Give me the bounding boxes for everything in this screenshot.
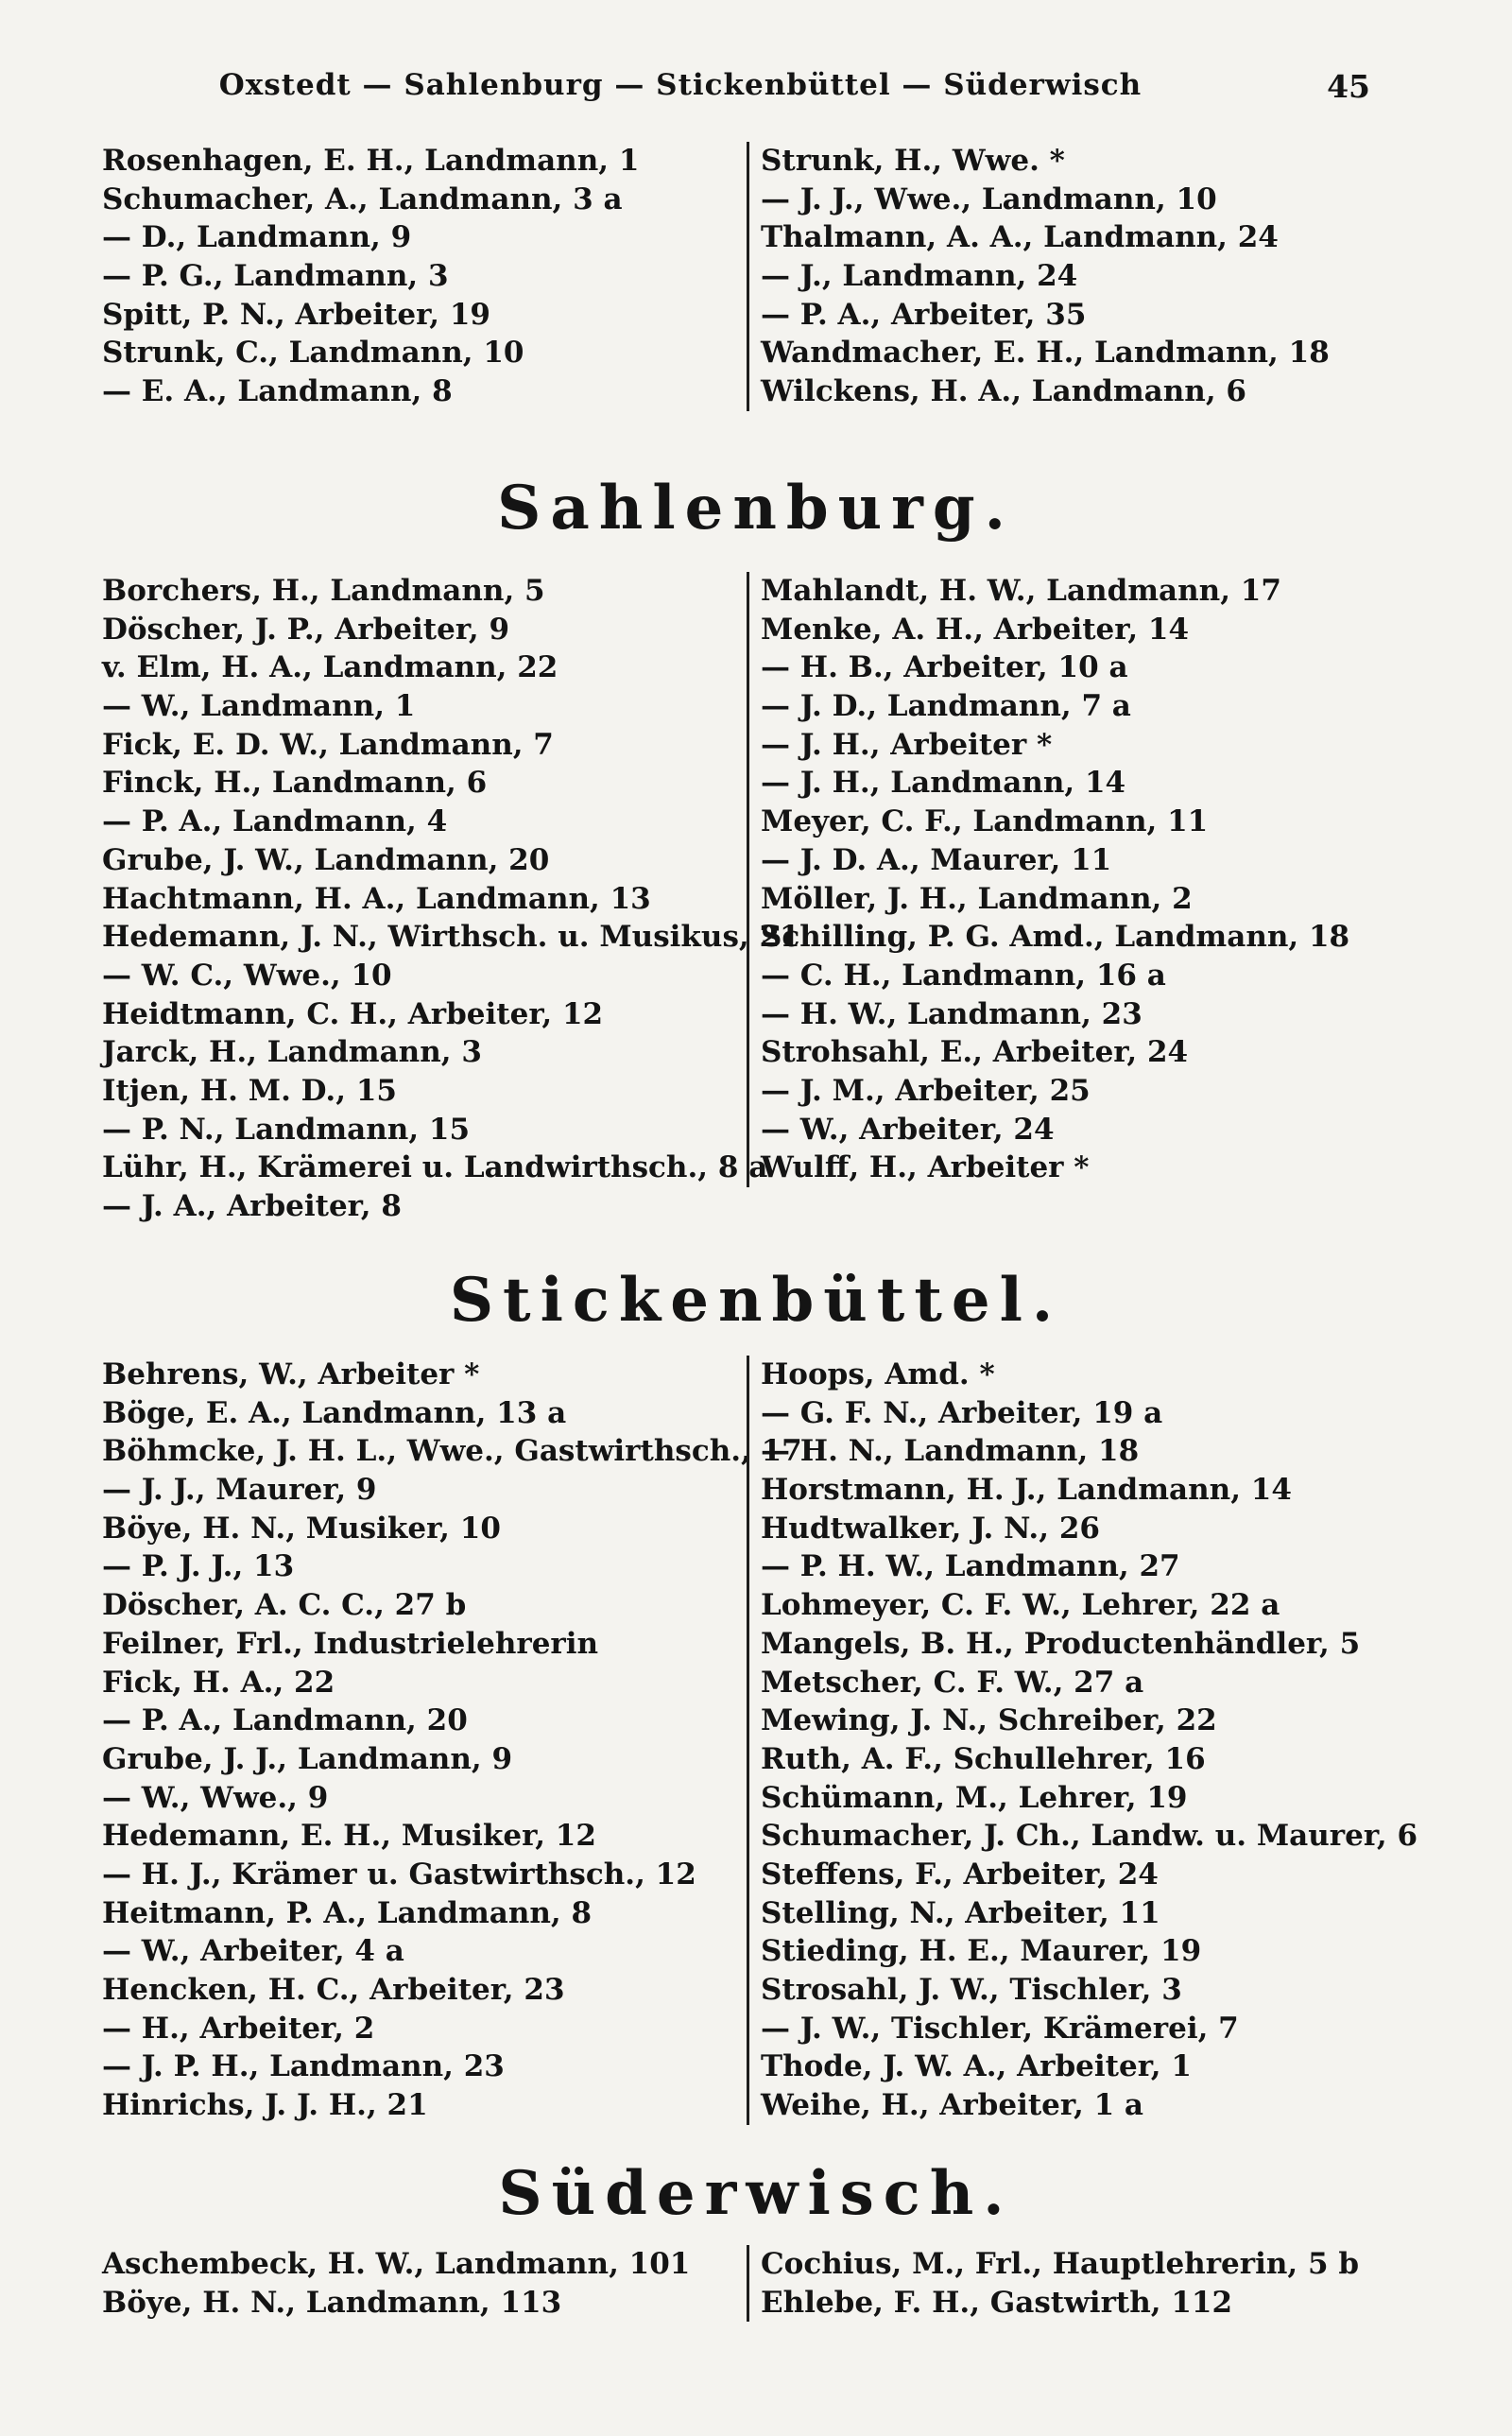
directory-entry: Stelling, N., Arbeiter, 11 [761, 1895, 1160, 1930]
directory-entry: Behrens, W., Arbeiter * [102, 1357, 480, 1391]
directory-entry: Thode, J. W. A., Arbeiter, 1 [761, 2049, 1192, 2084]
directory-entry: Hinrichs, J. J. H., 21 [102, 2088, 428, 2123]
directory-entry: Lohmeyer, C. F. W., Lehrer, 22 a [761, 1588, 1280, 1623]
directory-entry: Schumacher, A., Landmann, 3 a [102, 181, 623, 216]
directory-entry: Schilling, P. G. Amd., Landmann, 18 [761, 920, 1350, 955]
directory-entry: Feilner, Frl., Industrielehrerin [102, 1626, 599, 1661]
directory-entry: — J. H., Arbeiter * [761, 727, 1053, 762]
directory-entry: Jarck, H., Landmann, 3 [102, 1035, 482, 1070]
directory-entry: Böye, H. N., Musiker, 10 [102, 1511, 501, 1546]
page-number: 45 [1327, 68, 1370, 105]
directory-entry: Lühr, H., Krämerei u. Landwirthsch., 8 a [102, 1150, 768, 1185]
directory-entry: Wandmacher, E. H., Landmann, 18 [761, 336, 1330, 371]
directory-entry: — W., Wwe., 9 [102, 1780, 329, 1815]
directory-entry: Aschembeck, H. W., Landmann, 101 [102, 2247, 691, 2281]
directory-entry: Wulff, H., Arbeiter * [761, 1150, 1090, 1185]
directory-entry: — W. C., Wwe., 10 [102, 958, 392, 993]
suederwisch-right-column [747, 2245, 1403, 2322]
directory-entry: — D., Landmann, 9 [102, 220, 412, 255]
directory-entry: — H. J., Krämer u. Gastwirthsch., 12 [102, 1857, 696, 1892]
directory-entry: Schümann, M., Lehrer, 19 [761, 1780, 1188, 1815]
directory-entry: Borchers, H., Landmann, 5 [102, 574, 545, 608]
town-heading-stickenbuettel: Stickenbüttel. [449, 1265, 1063, 1336]
running-head: Oxstedt — Sahlenburg — Stickenbüttel — Süderwisch [218, 68, 1143, 102]
sahlenburg-left-column [102, 572, 800, 1226]
directory-entry: Hedemann, E. H., Musiker, 12 [102, 1819, 596, 1854]
directory-entry: — W., Arbeiter, 4 a [102, 1934, 404, 1969]
directory-entry: — P. H. W., Landmann, 27 [761, 1549, 1180, 1584]
directory-entry: Hachtmann, H. A., Landmann, 13 [102, 881, 651, 916]
oxstedt-right-column [747, 142, 1403, 411]
directory-entry: Möller, J. H., Landmann, 2 [761, 881, 1193, 916]
directory-entry: — H. B., Arbeiter, 10 a [761, 650, 1128, 685]
directory-entry: v. Elm, H. A., Landmann, 22 [102, 650, 558, 685]
directory-entry: Wilckens, H. A., Landmann, 6 [761, 374, 1246, 409]
directory-entry: — P. A., Arbeiter, 35 [761, 297, 1087, 332]
directory-entry: — J. H., Landmann, 14 [761, 766, 1126, 801]
directory-entry: Strosahl, J. W., Tischler, 3 [761, 1973, 1182, 2007]
stickenbuettel-left-column [102, 1356, 802, 2125]
directory-entry: — J. W., Tischler, Krämerei, 7 [761, 2011, 1239, 2046]
directory-entry: Meyer, C. F., Landmann, 11 [761, 804, 1209, 839]
directory-entry: Ruth, A. F., Schullehrer, 16 [761, 1741, 1206, 1776]
directory-entry: — J. A., Arbeiter, 8 [102, 1189, 402, 1223]
directory-entry: Fick, H. A., 22 [102, 1665, 335, 1700]
directory-entry: Heidtmann, C. H., Arbeiter, 12 [102, 996, 604, 1031]
directory-entry: Menke, A. H., Arbeiter, 14 [761, 612, 1190, 647]
directory-entry: — P. A., Landmann, 20 [102, 1703, 468, 1738]
directory-entry: Hudtwalker, J. N., 26 [761, 1511, 1100, 1546]
directory-entry: — W., Arbeiter, 24 [761, 1112, 1055, 1147]
directory-entry: Döscher, J. P., Arbeiter, 9 [102, 612, 510, 647]
directory-entry: Böhmcke, J. H. L., Wwe., Gastwirthsch., 17 [102, 1434, 802, 1469]
directory-entry: — J. M., Arbeiter, 25 [761, 1073, 1091, 1108]
directory-entry: — G. F. N., Arbeiter, 19 a [761, 1395, 1163, 1430]
directory-entry: — C. H., Landmann, 16 a [761, 958, 1166, 993]
directory-entry: Horstmann, H. J., Landmann, 14 [761, 1473, 1292, 1508]
directory-entry: — J. J., Maurer, 9 [102, 1473, 377, 1508]
suederwisch-left-column [102, 2245, 728, 2322]
directory-entry: Heitmann, P. A., Landmann, 8 [102, 1895, 593, 1930]
oxstedt-left-column [102, 142, 728, 411]
directory-entry: Weihe, H., Arbeiter, 1 a [761, 2088, 1144, 2123]
directory-entry: Grube, J. J., Landmann, 9 [102, 1741, 513, 1776]
directory-entry: — H. W., Landmann, 23 [761, 996, 1143, 1031]
directory-entry: — P. J. J., 13 [102, 1549, 295, 1584]
directory-entry: Böye, H. N., Landmann, 113 [102, 2285, 562, 2320]
directory-entry: Grube, J. W., Landmann, 20 [102, 842, 550, 877]
directory-entry: — E. A., Landmann, 8 [102, 374, 453, 409]
directory-entry: — P. N., Landmann, 15 [102, 1112, 471, 1147]
directory-entry: Spitt, P. N., Arbeiter, 19 [102, 297, 490, 332]
directory-entry: Metscher, C. F. W., 27 a [761, 1665, 1144, 1700]
directory-entry: Steffens, F., Arbeiter, 24 [761, 1857, 1159, 1892]
directory-entry: Hencken, H. C., Arbeiter, 23 [102, 1973, 565, 2007]
directory-entry: — H. N., Landmann, 18 [761, 1434, 1140, 1469]
town-heading-suederwisch: Süderwisch. [498, 2158, 1014, 2229]
stickenbuettel-right-column [747, 1356, 1418, 2125]
sahlenburg-right-column [747, 572, 1403, 1187]
directory-entry: Böge, E. A., Landmann, 13 a [102, 1395, 567, 1430]
page-header [0, 68, 1512, 115]
directory-entry: Strohsahl, E., Arbeiter, 24 [761, 1035, 1189, 1070]
directory-entry: — J., Landmann, 24 [761, 259, 1078, 294]
directory-entry: Cochius, M., Frl., Hauptlehrerin, 5 b [761, 2247, 1360, 2281]
directory-entry: Ehlebe, F. H., Gastwirth, 112 [761, 2285, 1233, 2320]
directory-entry: Stieding, H. E., Maurer, 19 [761, 1934, 1202, 1969]
directory-entry: Schumacher, J. Ch., Landw. u. Maurer, 6 [761, 1819, 1418, 1854]
directory-entry: Fick, E. D. W., Landmann, 7 [102, 727, 554, 762]
directory-entry: — P. G., Landmann, 3 [102, 259, 449, 294]
directory-entry: Hoops, Amd. * [761, 1357, 995, 1391]
directory-entry: — J. D., Landmann, 7 a [761, 689, 1131, 724]
directory-entry: Mewing, J. N., Schreiber, 22 [761, 1703, 1217, 1738]
directory-entry: Mahlandt, H. W., Landmann, 17 [761, 574, 1281, 608]
directory-entry: — J. P. H., Landmann, 23 [102, 2049, 505, 2084]
directory-entry: Hedemann, J. N., Wirthsch. u. Musikus, 21 [102, 920, 800, 955]
directory-entry: Mangels, B. H., Productenhändler, 5 [761, 1626, 1361, 1661]
town-heading-sahlenburg: Sahlenburg. [497, 473, 1015, 544]
directory-entry: — J. D. A., Maurer, 11 [761, 842, 1112, 877]
directory-entry: Rosenhagen, E. H., Landmann, 1 [102, 144, 640, 178]
directory-entry: — J. J., Wwe., Landmann, 10 [761, 181, 1217, 216]
directory-entry: Strunk, C., Landmann, 10 [102, 336, 524, 371]
directory-entry: Strunk, H., Wwe. * [761, 144, 1065, 178]
directory-entry: — H., Arbeiter, 2 [102, 2011, 375, 2046]
directory-entry: Döscher, A. C. C., 27 b [102, 1588, 467, 1623]
directory-entry: — W., Landmann, 1 [102, 689, 416, 724]
directory-entry: — P. A., Landmann, 4 [102, 804, 448, 839]
directory-entry: Itjen, H. M. D., 15 [102, 1073, 397, 1108]
directory-entry: Finck, H., Landmann, 6 [102, 766, 488, 801]
directory-entry: Thalmann, A. A., Landmann, 24 [761, 220, 1279, 255]
